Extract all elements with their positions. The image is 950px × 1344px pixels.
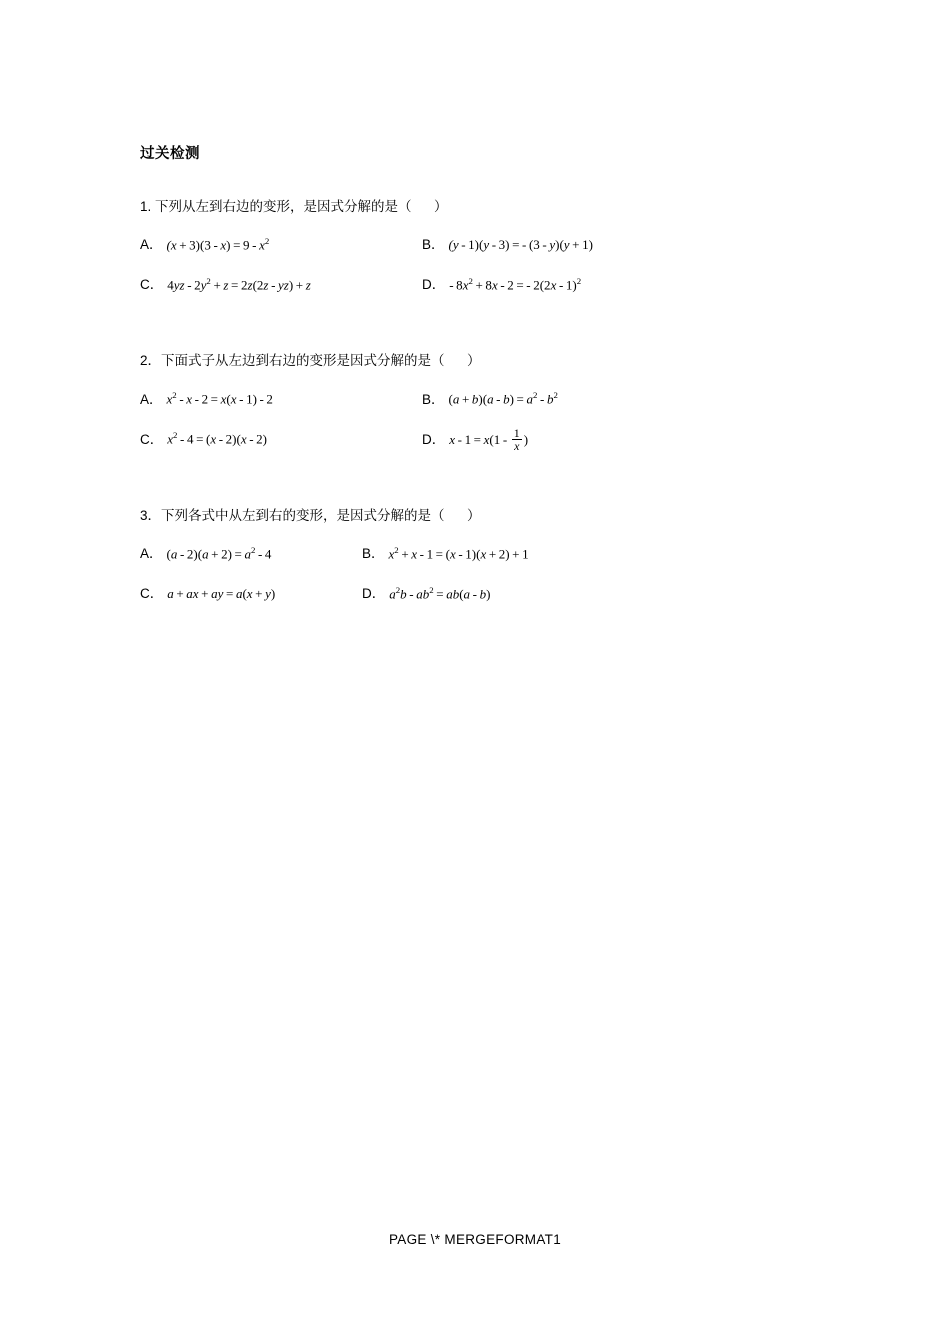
question-3-option-c[interactable] xyxy=(140,582,362,602)
question-1-option-d[interactable] xyxy=(422,273,722,293)
option-label-a: A． xyxy=(140,545,163,561)
question-1-options-row-1 xyxy=(140,233,820,253)
question-2-option-d[interactable] xyxy=(422,425,722,454)
question-2-options-row-2 xyxy=(140,425,820,454)
option-c-expression: $4yz - 2y^2 + z = 2z(2z - yz) + z$ xyxy=(167,275,311,293)
option-d-expression: - $8x^2 + 8x - 2$ = - 2(2x - 1)$^2$ xyxy=(449,275,582,293)
option-d-expression: x - 1 = x(1 - $\frac{1}{x}$ ) xyxy=(449,425,529,454)
option-label-a: A． xyxy=(140,237,163,253)
option-label-a: A． xyxy=(140,391,163,407)
question-1-option-c[interactable] xyxy=(140,273,422,293)
option-b-expression: (y - 1)(y - 3) = - (3 - y)(y + 1) xyxy=(448,237,593,253)
question-1-option-b[interactable] xyxy=(422,233,722,253)
option-label-b: B． xyxy=(422,391,445,407)
option-a-expression: $(x + 3)(3 - x) = 9 - x^2$ xyxy=(166,235,270,253)
option-label-c: C． xyxy=(140,585,164,601)
page-title: 过关检测 xyxy=(140,146,200,162)
option-d-expression: $a^2b - ab^2 = ab(a - b)$ xyxy=(389,584,491,601)
question-2-option-a[interactable] xyxy=(140,388,422,408)
question-3-option-a[interactable] xyxy=(140,542,362,562)
question-2-option-b[interactable] xyxy=(422,388,722,408)
question-2 xyxy=(140,351,820,453)
question-1 xyxy=(140,197,820,293)
option-a-expression: $x^2 - x - 2 = x(x - 1) - 2$ xyxy=(166,390,273,407)
question-2-stem: 2．下面式子从左边到右边的变形是因式分解的是（ ） xyxy=(140,353,481,369)
option-label-d: D． xyxy=(422,431,446,447)
document-content xyxy=(140,142,820,622)
question-3 xyxy=(140,506,820,602)
option-label-c: C． xyxy=(140,277,164,293)
option-label-b: B． xyxy=(362,545,385,561)
option-b-expression: $x^2 + x - 1 = (x - 1)(x + 2) + 1$ xyxy=(388,544,529,561)
option-a-expression: $(a - 2)(a + 2) = a^2 - 4$ xyxy=(166,544,272,561)
option-c-expression: $x^2 - 4 = (x - 2)(x - 2)$ xyxy=(167,430,267,447)
option-c-expression: a + ax + ay = a(x + y) xyxy=(167,585,276,601)
question-3-option-b[interactable] xyxy=(362,542,662,562)
option-label-b: B． xyxy=(422,237,445,253)
question-3-option-d[interactable] xyxy=(362,582,662,602)
question-1-options-row-2 xyxy=(140,273,820,293)
question-3-stem: 3．下列各式中从左到右的变形，是因式分解的是（ ） xyxy=(140,507,481,523)
option-label-c: C． xyxy=(140,431,164,447)
page-footer: PAGE \* MERGEFORMAT1 xyxy=(388,1232,562,1247)
question-2-option-c[interactable] xyxy=(140,428,422,448)
option-label-d: D． xyxy=(422,277,446,293)
question-2-options-row-1 xyxy=(140,388,820,408)
option-b-expression: $(a + b)(a - b) = a^2 - b^2$ xyxy=(448,390,558,407)
question-3-options-row-2 xyxy=(140,582,820,602)
option-label-d: D． xyxy=(362,585,386,601)
question-1-option-a[interactable] xyxy=(140,233,422,253)
question-1-stem: 1. 下列从左到右边的变形，是因式分解的是（ ） xyxy=(140,199,448,214)
question-3-options-row-1 xyxy=(140,542,820,562)
